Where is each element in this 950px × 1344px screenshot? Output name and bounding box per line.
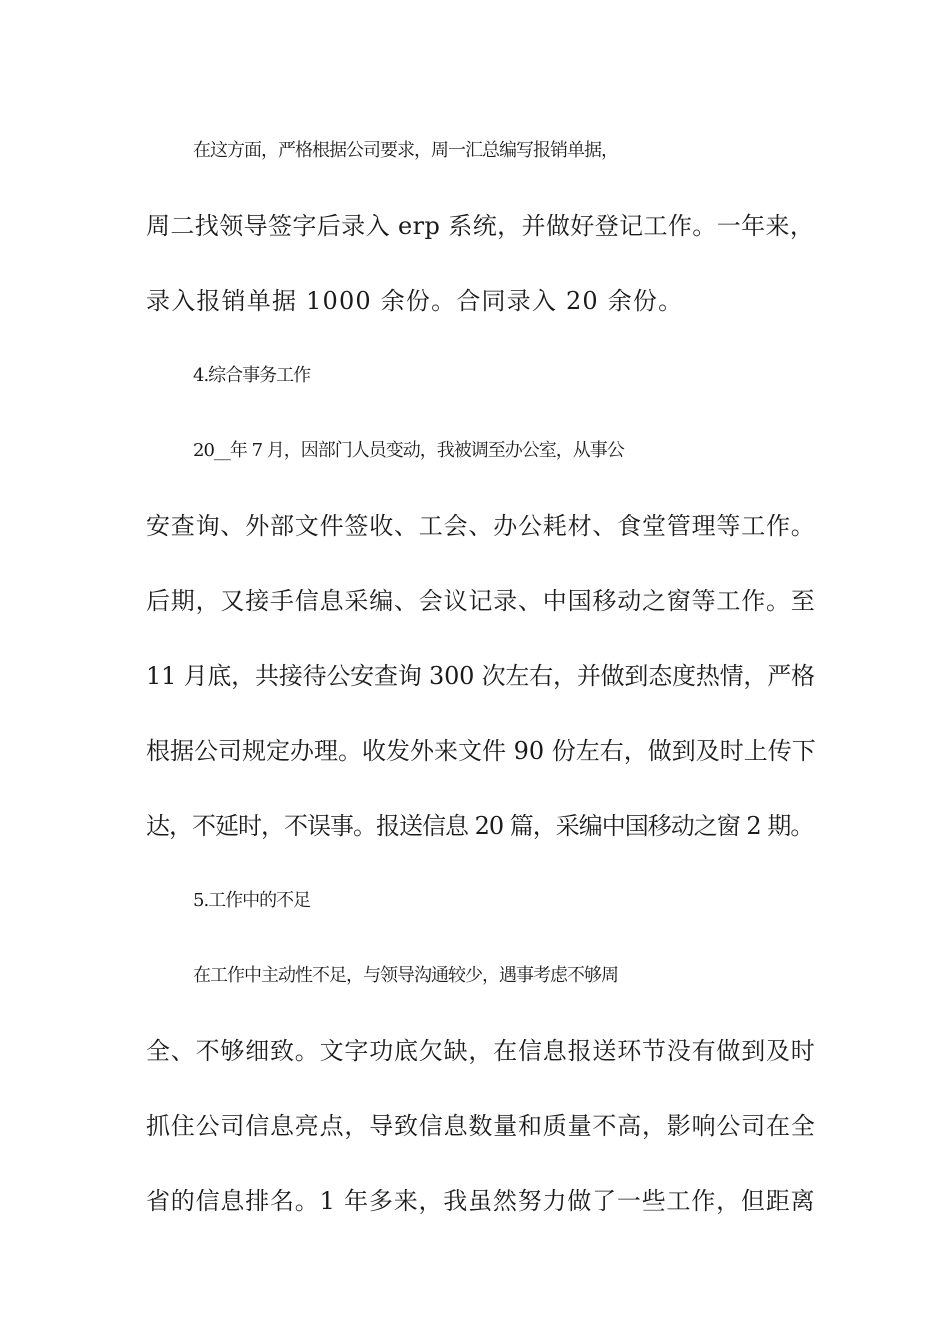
section-heading: 4.综合事务工作: [193, 365, 311, 386]
paragraph-line: 周二找领导签字后录入 erp 系统，并做好登记工作。一年来，: [146, 212, 815, 240]
paragraph-line: 根据公司规定办理。收发外来文件 90 份左右，做到及时上传下: [146, 737, 816, 765]
section-heading: 5.工作中的不足: [193, 890, 311, 911]
paragraph-line: 录入报销单据 1000 余份。合同录入 20 余份。: [146, 287, 684, 315]
paragraph-line: 20__年 7 月，因部门人员变动，我被调至办公室，从事公: [193, 440, 624, 461]
paragraph-line: 达，不延时，不误事。报送信息 20 篇，采编中国移动之窗 2 期。: [146, 812, 814, 840]
paragraph-line: 省的信息排名。1 年多来，我虽然努力做了一些工作，但距离: [146, 1187, 816, 1215]
paragraph-line: 抓住公司信息亮点，导致信息数量和质量不高，影响公司在全: [146, 1112, 816, 1140]
paragraph-line: 全、不够细致。文字功底欠缺，在信息报送环节没有做到及时: [146, 1037, 816, 1065]
paragraph-line: 在这方面，严格根据公司要求，周一汇总编写报销单据，: [193, 140, 618, 161]
paragraph-line: 后期，又接手信息采编、会议记录、中国移动之窗等工作。至: [146, 587, 816, 615]
paragraph-line: 在工作中主动性不足，与领导沟通较少，遇事考虑不够周: [193, 965, 618, 986]
paragraph-line: 安查询、外部文件签收、工会、办公耗材、食堂管理等工作。: [146, 512, 816, 540]
paragraph-line: 11 月底，共接待公安查询 300 次左右，并做到态度热情，严格: [146, 662, 815, 690]
